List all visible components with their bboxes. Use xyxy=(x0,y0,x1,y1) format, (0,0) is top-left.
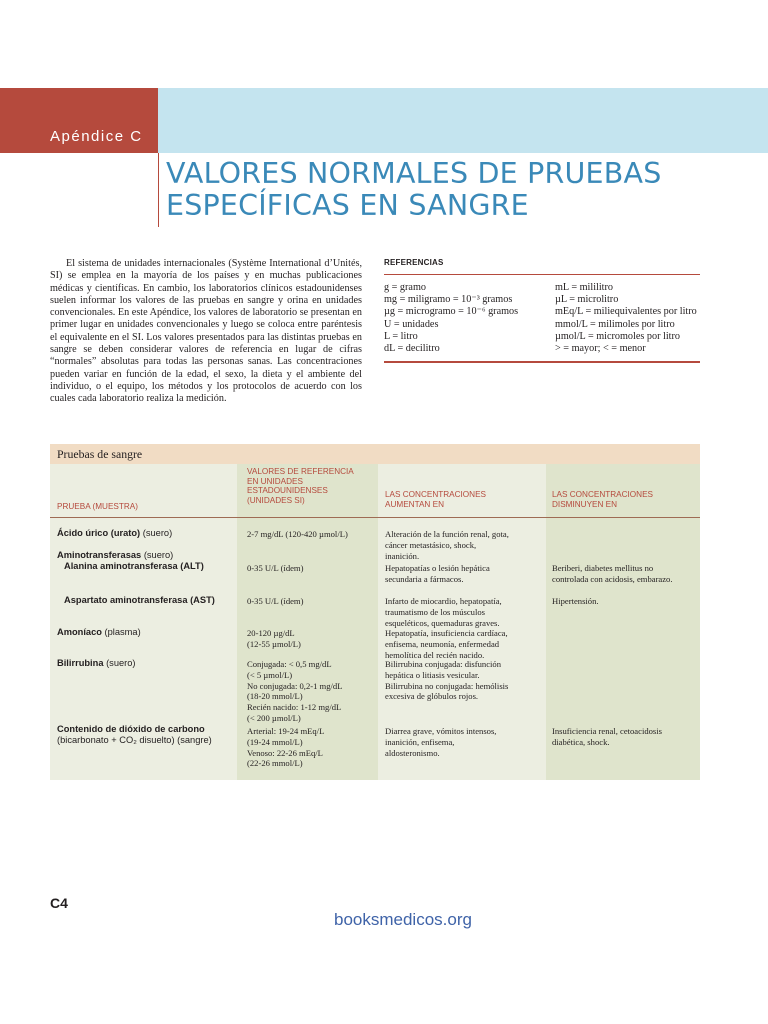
references-heading: REFERENCIAS xyxy=(384,258,444,267)
column-header-increase xyxy=(385,490,486,509)
cell-line: controlada con acidosis, embarazo. xyxy=(552,573,673,584)
cell-line: (22-26 mmol/L) xyxy=(247,758,303,769)
column-header-test: PRUEBA (MUESTRA) xyxy=(57,502,138,511)
table-row-decrease xyxy=(552,726,697,748)
cell-line: excesiva de glóbulos rojos. xyxy=(385,691,479,702)
references-top-rule xyxy=(384,274,700,275)
cell-line: diabética, shock. xyxy=(552,736,610,747)
test-name: Aspartato aminotransferasa (AST) xyxy=(64,595,215,605)
cell-line: aldosteronismo. xyxy=(385,747,440,758)
table-row-values xyxy=(247,529,379,540)
table-row-increase xyxy=(385,726,535,758)
table-row-test xyxy=(57,550,173,561)
cell-line: Beriberi, diabetes mellitus no xyxy=(552,563,654,573)
header-line: ESTADOUNIDENSES xyxy=(247,486,328,495)
references-right-column xyxy=(555,282,697,355)
cell-line: enfisema, neumonía, enfermedad xyxy=(385,638,500,649)
cell-line: secundaria a fármacos. xyxy=(385,573,464,584)
table-row-test xyxy=(64,595,215,606)
table-row-test xyxy=(57,528,172,539)
cell-line: inanición, enfisema, xyxy=(385,736,455,747)
title-band xyxy=(158,88,768,153)
cell-line: Alteración de la función renal, gota, xyxy=(385,529,509,539)
header-line: LAS CONCENTRACIONES xyxy=(385,490,486,499)
reference-item: > = mayor; < = menor xyxy=(555,343,646,355)
appendix-label: Apéndice C xyxy=(50,128,143,145)
table-row-values xyxy=(247,726,379,769)
cell-line: Diarrea grave, vómitos intensos, xyxy=(385,726,497,736)
page-title xyxy=(166,158,746,222)
reference-item: mEq/L = miliequivalentes por litro xyxy=(555,306,697,318)
cell-line: No conjugada: 0,2-1 mg/dL xyxy=(247,680,343,691)
references-bottom-rule xyxy=(384,361,700,363)
table-row-decrease xyxy=(552,596,697,607)
reference-item: dL = decilitro xyxy=(384,343,440,355)
table-row-test xyxy=(57,658,136,669)
test-name: Aminotransferasas xyxy=(57,550,142,560)
website-link[interactable]: booksmedicos.org xyxy=(334,910,472,929)
reference-item: g = gramo xyxy=(384,282,426,293)
header-line: DISMINUYEN EN xyxy=(552,499,618,509)
reference-item: mmol/L = milimoles por litro xyxy=(555,318,675,330)
intro-paragraph: El sistema de unidades internacionales (Système International d’Unités, SI) se emplea en la mayoría de los países y en muchas publicaciones médicas y científicas. En cambio, los laboratorios clínicos estadounidenses suelen informar los valores de las pruebas en sangre y orina en unidades convencionales. En este Apéndice, los valores de laboratorio se presentan en primer lugar en unidades convencionales y luego se coloca entre paréntesis el equivalente en el SI. Los valores presentados para las distintas pruebas en sangre se deben considerar valores de referencia en lugar de cifras “normales” absolutas para todas las personas sanas. Las concentraciones pueden variar en función de la edad, el sexo, la dieta y el ambiente del individuo, o el equipo, los métodos y los protocolos de acuerdo con los cuales cada laboratorio realiza la medición. xyxy=(50,258,362,405)
table-row-increase xyxy=(385,659,535,702)
cell-line: Hepatopatía, insuficiencia cardíaca, xyxy=(385,628,508,638)
cell-line: Infarto de miocardio, hepatopatía, xyxy=(385,596,502,606)
cell-line: (19-24 mmol/L) xyxy=(247,736,303,747)
table-row-values xyxy=(247,628,379,650)
column-header-decrease xyxy=(552,490,653,509)
cell-line: 0-35 U/L (ídem) xyxy=(247,596,304,606)
header-line: LAS CONCENTRACIONES xyxy=(552,490,653,499)
reference-item: L = litro xyxy=(384,330,418,342)
header-line: AUMENTAN EN xyxy=(385,499,444,509)
table-row-values xyxy=(247,596,379,607)
test-name: Bilirrubina xyxy=(57,658,104,668)
cell-line: Arterial: 19-24 mEq/L xyxy=(247,726,325,736)
test-name: Contenido de dióxido de carbono xyxy=(57,724,205,734)
references-left-column xyxy=(384,282,518,355)
reference-item: mg = miligramo = 10⁻³ gramos xyxy=(384,294,513,306)
cell-line: (12-55 µmol/L) xyxy=(247,638,301,649)
table-row-values xyxy=(247,563,379,574)
table-row-test xyxy=(57,724,212,746)
cell-line: Venoso: 22-26 mEq/L xyxy=(247,747,323,758)
cell-line: traumatismo de los músculos xyxy=(385,606,486,617)
header-line: VALORES DE REFERENCIA xyxy=(247,467,354,476)
page-title-line-1: VALORES NORMALES DE PRUEBAS xyxy=(166,157,662,190)
test-specimen: (suero) xyxy=(140,528,173,538)
test-specimen: (plasma) xyxy=(101,627,141,637)
title-rule xyxy=(158,153,159,227)
header-line: EN UNIDADES xyxy=(247,476,303,486)
cell-line: (< 5 µmol/L) xyxy=(247,669,293,680)
cell-line: inanición. xyxy=(385,550,420,561)
cell-line: Hepatopatías o lesión hepática xyxy=(385,563,490,573)
cell-line: 0-35 U/L (ídem) xyxy=(247,563,304,573)
cell-line: Bilirrubina no conjugada: hemólisis xyxy=(385,680,509,691)
cell-line: esqueléticos, quemaduras graves. xyxy=(385,617,500,628)
table-header-rule xyxy=(50,517,700,518)
reference-item: µg = microgramo = 10⁻⁶ gramos xyxy=(384,306,519,318)
cell-line: (18-20 mmol/L) xyxy=(247,691,303,702)
cell-line: Conjugada: < 0,5 mg/dL xyxy=(247,659,332,669)
cell-line: hemolítica del recién nacido. xyxy=(385,649,485,660)
reference-item: U = unidades xyxy=(384,318,439,330)
test-name: Ácido úrico (urato) xyxy=(57,528,141,538)
cell-line: hepática o litiasis vesicular. xyxy=(385,669,480,680)
test-specimen: (bicarbonato + CO₂ disuelto) (sangre) xyxy=(57,735,212,745)
table-row-increase xyxy=(385,563,535,585)
cell-line: (< 200 µmol/L) xyxy=(247,712,301,723)
test-name: Amoníaco xyxy=(57,627,102,637)
page-number: C4 xyxy=(50,895,68,911)
reference-item: µL = microlitro xyxy=(555,294,619,306)
table-row-increase xyxy=(385,529,535,561)
column-header-ref-values xyxy=(247,467,354,505)
table-row-values xyxy=(247,659,379,724)
table-row-test xyxy=(57,627,141,638)
table-row-increase xyxy=(385,628,535,660)
reference-item: mL = mililitro xyxy=(555,282,614,293)
test-name: Alanina aminotransferasa (ALT) xyxy=(64,561,204,571)
table-caption-text: Pruebas de sangre xyxy=(57,447,143,461)
cell-line: Insuficiencia renal, cetoacidosis xyxy=(552,726,662,736)
table-caption xyxy=(50,444,700,464)
cell-line: cáncer metastásico, shock, xyxy=(385,539,477,550)
cell-line: Bilirrubina conjugada: disfunción xyxy=(385,659,501,669)
table-row-increase xyxy=(385,596,535,628)
page-title-line-2: ESPECÍFICAS EN SANGRE xyxy=(166,189,529,222)
test-specimen: (suero) xyxy=(141,550,174,560)
table-row-decrease xyxy=(552,563,697,585)
table-row-test xyxy=(64,561,204,572)
header-line: (UNIDADES SI) xyxy=(247,495,305,505)
cell-line: Recién nacido: 1-12 mg/dL xyxy=(247,702,342,713)
reference-item: µmol/L = micromoles por litro xyxy=(555,330,680,342)
cell-line: 20-120 µg/dL xyxy=(247,628,295,638)
cell-line: 2-7 mg/dL (120-420 µmol/L) xyxy=(247,529,348,539)
cell-line: Hipertensión. xyxy=(552,596,599,606)
test-specimen: (suero) xyxy=(103,658,136,668)
